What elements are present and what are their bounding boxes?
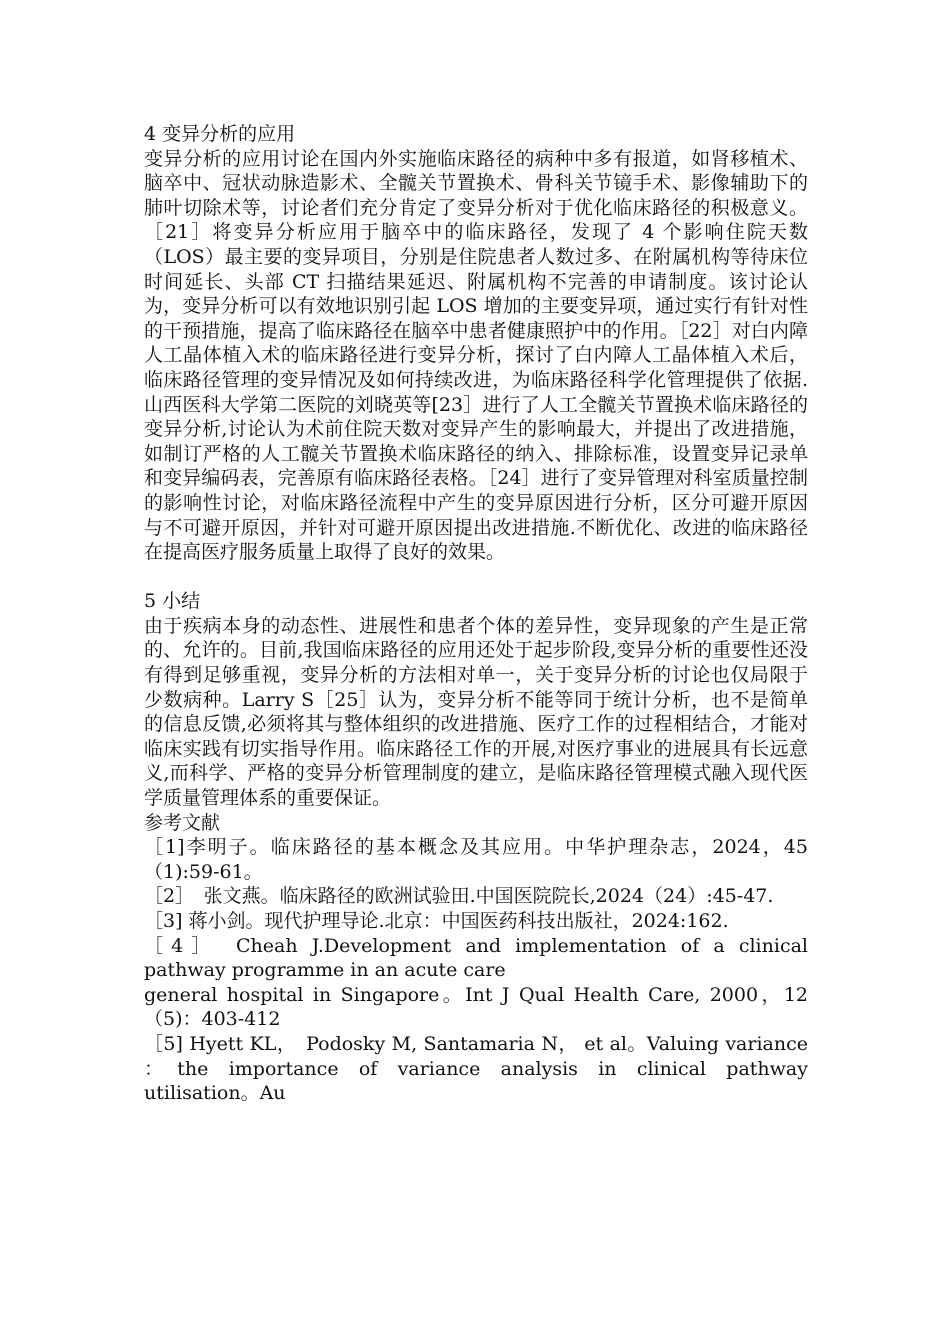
section-5-heading: 5 小结 (144, 590, 201, 613)
reference-item-5 (144, 1032, 808, 1106)
reference-3-text: ［3] 蒋小剑。现代护理导论.北京：中国医药科技出版社，2024:162. (144, 910, 729, 932)
reference-item-4 (144, 934, 808, 1032)
reference-item-2 (144, 884, 808, 909)
reference-4-text-line-1: ［4］ Cheah J.Development and implementation of a clinical pathway programme in an acute care (144, 934, 808, 982)
reference-item-1 (144, 835, 808, 884)
reference-5-text: ［5] Hyett KL， Podosky M, Santamaria N， et al。Valuing variance ：the importance of variance analysis in clinical pathway utilisation。Au (144, 1032, 808, 1105)
section-4-paragraph: 变异分析的应用讨论在国内外实施临床路径的病种中多有报道，如肾移植术、脑卒中、冠状动脉造影术、全髋关节置换术、骨科关节镜手术、影像辅助下的肺叶切除术等，讨论者们充分肯定了变异分析对于优化临床路径的积极意义。［21］将变异分析应用于脑卒中的临床路径，发现了 4 个影响住院天数（LOS）最主要的变异项目，分别是住院患者人数过多、在附属机构等待床位时间延长、头部 CT 扫描结果延迟、附属机构不完善的申请制度。该讨论认为，变异分析可以有效地识别引起 LOS 增加的主要变异项，通过实行有针对性的干预措施，提高了临床路径在脑卒中患者健康照护中的作用。［22］对白内障人工晶体植入术的临床路径进行变异分析，探讨了白内障人工晶体植入术后，临床路径管理的变异情况及如何持续改进，为临床路径科学化管理提供了依据.山西医科大学第二医院的刘晓英等[23］进行了人工全髋关节置换术临床路径的变异分析,讨论认为术前住院天数对变异产生的影响最大，并提出了改进措施，如制订严格的人工髋关节置换术临床路径的纳入、排除标准，设置变异记录单和变异编码表，完善原有临床路径表格。［24］进行了变异管理对科室质量控制的影响性讨论，对临床路径流程中产生的变异原因进行分析，区分可避开原因与不可避开原因，并针对可避开原因提出改进措施.不断优化、改进的临床路径在提高医疗服务质量上取得了良好的效果。 (144, 147, 808, 564)
section-5-paragraph: 由于疾病本身的动态性、进展性和患者个体的差异性，变异现象的产生是正常的、允许的。目前,我国临床路径的应用还处于起步阶段,变异分析的重要性还没有得到足够重视，变异分析的方法相对单一，关于变异分析的讨论也仅局限于少数病种。Larry S［25］认为，变异分析不能等同于统计分析，也不是简单的信息反馈,必须将其与整体组织的改进措施、医疗工作的过程相结合，才能对临床实践有切实指导作用。临床路径工作的开展,对医疗事业的进展具有长远意义,而科学、严格的变异分析管理制度的建立，是临床路径管理模式融入现代医学质量管理体系的重要保证。 (144, 614, 808, 810)
reference-4-text-line-2: general hospital in Singapore。Int J Qual Health Care, 2000，12（5)：403-412 (144, 983, 808, 1031)
references-heading: 参考文献 (144, 811, 221, 834)
document-page (144, 122, 808, 1106)
reference-1-text: ［1]李明子。临床路径的基本概念及其应用。中华护理杂志，2024，45（1):59-61。 (144, 836, 808, 883)
section-4-heading: 4 变异分析的应用 (144, 123, 296, 145)
reference-2-text: ［2］ 张文燕。临床路径的欧洲试验田.中国医院院长,2024（24）:45-47. (144, 885, 774, 908)
reference-item-3 (144, 909, 808, 934)
section-spacer (144, 565, 808, 590)
